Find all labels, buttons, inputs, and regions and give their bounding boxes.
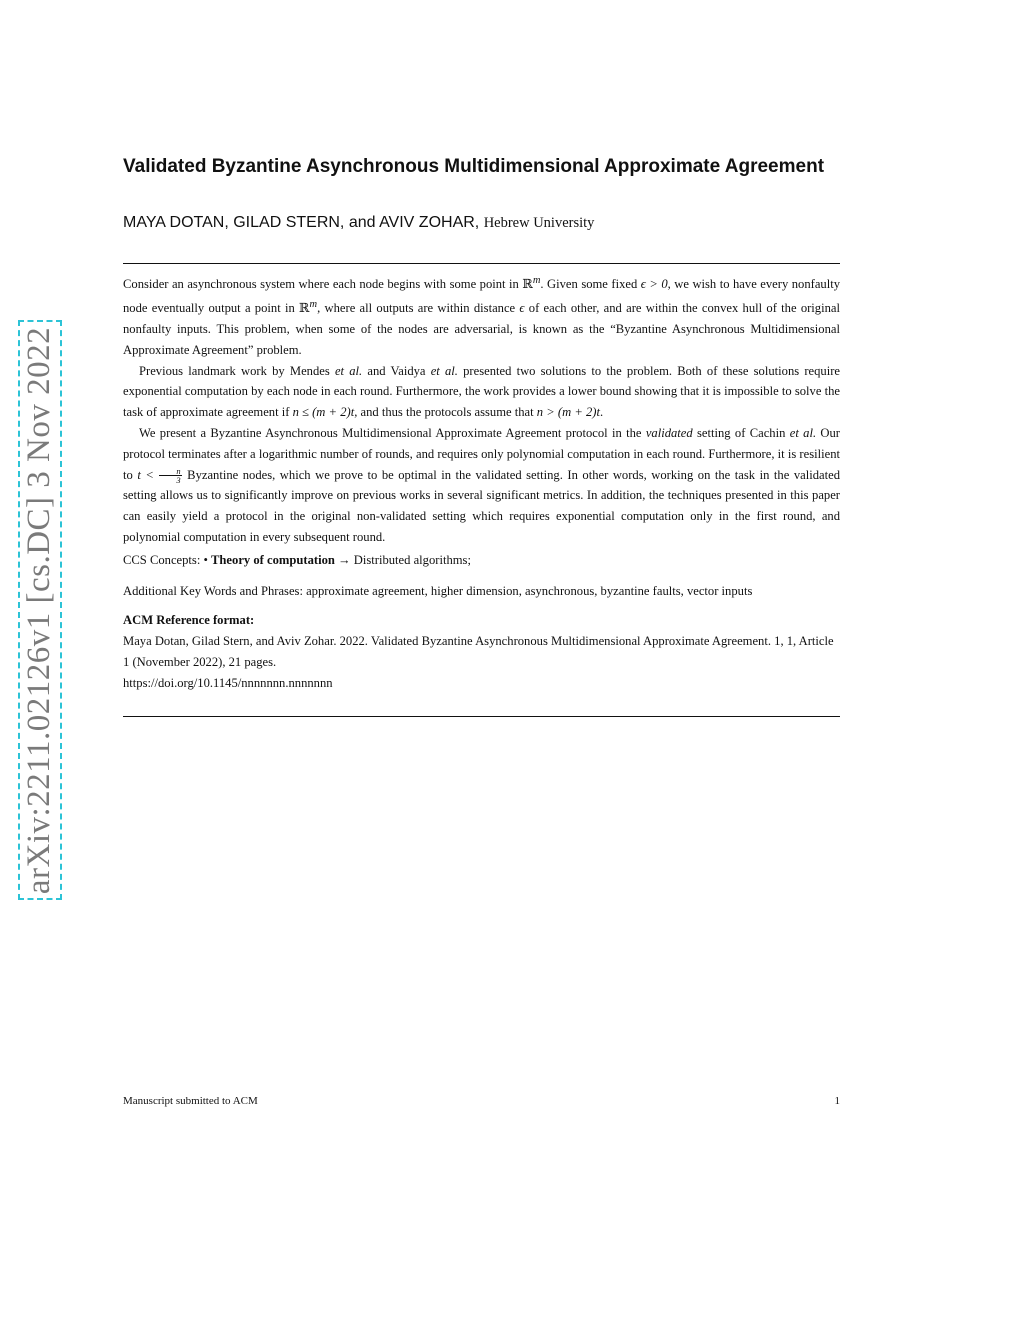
page-number: 1 [834, 1095, 840, 1107]
bottom-divider [123, 716, 840, 717]
abstract [123, 271, 840, 548]
author-names: MAYA DOTAN, GILAD STERN, and AVIV ZOHAR, [123, 214, 480, 231]
abstract-paragraph-3: We present a Byzantine Asynchronous Multidimensional Approximate Agreement protocol in the validated setting of Cachin et al. Our protocol terminates after a logarithmic number of rounds, and requires only polynomial computation in each round. Furthermore, it is resilient to t < $\frac{n}{3}$ Byzantine nodes, which we prove to be optimal in the validated setting. In other words, working on the task in the validated setting allows us to significantly improve on previous works in several significant metrics. In addition, the techniques presented in this paper can easily yield a protocol in the original non-validated setting which requires exponential computation only in the first round, and polynomial computation in every subsequent round. [123, 425, 841, 544]
fraction-n-over-3: $\frac{n}{3}$ [159, 467, 181, 484]
doi-link[interactable]: https://doi.org/10.1145/nnnnnnn.nnnnnnn [123, 675, 333, 690]
arxiv-identifier-text: arXiv:2211.02126v1 [cs.DC] 3 Nov 2022 [21, 326, 58, 894]
acm-reference-heading: ACM Reference format: [123, 613, 255, 627]
arxiv-identifier-stamp[interactable] [18, 320, 62, 900]
keywords: Additional Key Words and Phrases: approximate agreement, higher dimension, asynchronous, byzantine faults, vector inputs [123, 584, 753, 598]
abstract-paragraph-2: Previous landmark work by Mendes et al. and Vaidya et al. presented two solutions to the problem. Both of these solutions require exponential computation by each node in each round. Furthermore, the work provides a lower bound showing that it is impossible to solve the task of approximate agreement if n ≤ (m + 2)t, and thus the protocols assume that n > (m + 2)t. [123, 363, 840, 420]
acm-reference-body [123, 631, 840, 693]
footer-manuscript-note: Manuscript submitted to ACM [123, 1095, 258, 1107]
abstract-paragraph-1: Consider an asynchronous system where each node begins with some point in ℝ$^m$. Given some fixed ϵ > 0, we wish to have every nonfaulty node eventually output a point in ℝ$^m$, where all outputs are within distance ϵ of each other, and are within the convex hull of the original nonfaulty inputs. This problem, when some of the nodes are adversarial, is known as the “Byzantine Asynchronous Multidimensional Approximate Agreement” problem. [123, 275, 840, 357]
top-divider [123, 263, 840, 264]
author-affiliation: Hebrew University [483, 215, 595, 231]
paper-title: Validated Byzantine Asynchronous Multidimensional Approximate Agreement [123, 156, 825, 177]
ccs-concepts: CCS Concepts: • Theory of computation → Distributed algorithms; [123, 553, 471, 567]
author-line [123, 211, 840, 235]
acm-reference-citation: Maya Dotan, Gilad Stern, and Aviv Zohar. 2022. Validated Byzantine Asynchronous Multidimensional Approximate Agreement. 1, 1, Article 1 (November 2022), 21 pages. [123, 634, 834, 669]
